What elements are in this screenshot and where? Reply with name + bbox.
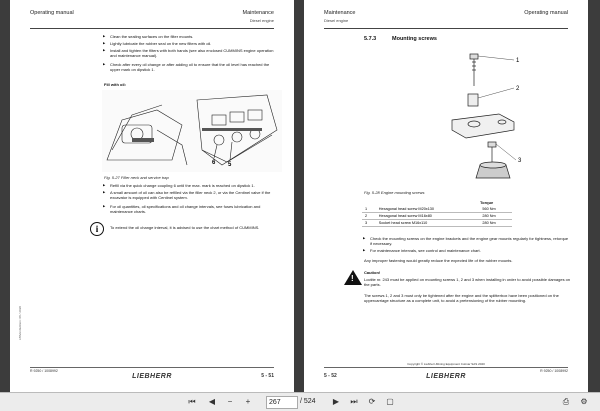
left-page <box>10 0 294 392</box>
section-title: Mounting screws <box>392 36 437 42</box>
settings-icon[interactable]: ⚙ <box>580 397 588 406</box>
next-page-icon[interactable]: ▶ <box>332 397 340 406</box>
info-text: To extend the oil change interval, it is advised to use the chart method of CUMMINS. <box>110 225 260 230</box>
info-icon: i <box>90 222 104 236</box>
row-torque: 560 Nm <box>479 206 512 213</box>
viewer-toolbar <box>0 392 600 411</box>
left-bullet-7: ▶ For oil quantities, oil specifications and oil change intervals, see fuses lubrication and maintenance charts. <box>110 204 278 214</box>
table-row <box>362 220 512 227</box>
left-header-title: Operating manual <box>30 10 74 16</box>
left-bullet-2: ▶ Lightly lubricate the rubber seal on the new filters with oil. <box>110 41 278 46</box>
row-description: Socket head screw M16x110 <box>376 220 480 227</box>
left-bullet-1: ▶ Clean the sealing surfaces on the filter mounts. <box>110 34 278 39</box>
page-number-input[interactable]: 267 <box>266 396 298 409</box>
left-footer <box>30 367 274 384</box>
torque-table <box>362 206 512 227</box>
page-total: / 524 <box>300 398 316 405</box>
table-row <box>362 213 512 220</box>
left-doc-number: R 9250 / 1008992 <box>30 369 58 373</box>
previous-page-icon[interactable]: ◀ <box>208 397 216 406</box>
right-bullet-2: ▶ For maintenance intervals, see control and maintenance chart. <box>370 248 570 253</box>
right-header <box>324 10 568 29</box>
caution-text-1: Loctite nr. 243 must be applied on mounting screws 1, 2 and 3 when installing in order to avoid possible damages on the parts. <box>364 277 571 287</box>
zoom-out-icon[interactable]: − <box>227 397 233 406</box>
fig-label-2: 2 <box>516 86 520 92</box>
fill-label: Fill with oil: <box>104 82 126 87</box>
fig-label-6: 6 <box>212 160 216 166</box>
section-number: 5.7.3 <box>364 36 377 42</box>
right-header-title: Operating manual <box>524 10 568 16</box>
first-page-icon[interactable]: ⏮ <box>188 397 196 406</box>
caution-text-2: The screws 1, 2 and 3 must only be tightened after the engine and the splitterbox have been positioned on the uppercarriage structure as a complete unit, to avoid a pretensioning of the rubber mounting. <box>364 293 559 303</box>
caution-title: Caution! <box>364 270 381 275</box>
right-header-section: Maintenance <box>324 10 356 16</box>
right-fig-caption: Fig. 5-28 Engine mounting screws <box>364 190 425 195</box>
fig-label-1: 1 <box>516 58 520 64</box>
liebherr-logo-left: LIEBHERR <box>132 373 172 380</box>
left-bullet-6: ▶ A small amount of oil can also be refilled via the filler neck 2, or via the Centinel valve if the excavator is equipped with Centinel system. <box>110 190 278 200</box>
fig-label-3: 3 <box>518 158 522 164</box>
row-description: Hexagonal head screw M16x80 <box>376 213 480 220</box>
liebherr-logo-right: LIEBHERR <box>426 373 466 380</box>
left-bullet-5: ▶ Refill via the quick change coupling 6 until the max. mark is reached on dipstick 1. <box>110 183 278 188</box>
row-torque: 280 Nm <box>479 213 512 220</box>
left-fig-caption: Fig. 5-27 Filler neck and service trap <box>104 175 169 180</box>
row-torque: 280 Nm <box>479 220 512 227</box>
right-page-number: 5 - 52 <box>324 373 337 379</box>
left-header <box>30 10 274 29</box>
torque-header: Torque <box>480 200 494 205</box>
right-page <box>304 0 588 392</box>
left-bullet-4: ▶ Check after every oil change or after adding oil to ensure that the oil level has reached the upper mark on dipstick 1. <box>110 62 278 72</box>
filler-neck-figure <box>102 90 282 172</box>
fig-label-5: 5 <box>228 162 232 168</box>
right-header-sub: Diesel engine <box>324 18 349 23</box>
fit-page-icon[interactable]: ▢ <box>386 397 394 406</box>
copyright: Copyright © Liebherr-Mining Equipment Colmar SAS 2020 <box>407 362 485 366</box>
left-bullet-3: ▶ Install and tighten the filters with both hands (see also enclosed CUMMINS engine operation and maintenance manual). <box>110 48 278 58</box>
last-page-icon[interactable]: ⏭ <box>350 397 358 406</box>
left-side-edition: LBS/en/Edition: 08 / 2020 <box>18 305 22 340</box>
zoom-in-icon[interactable]: + <box>245 397 251 406</box>
right-bullet-1: ▶ Check the mounting screws on the engine brackets and the engine gear mounts regularly for tightness, retorque if necessary. <box>370 236 570 246</box>
row-number: 2 <box>362 213 376 220</box>
right-footer <box>324 362 568 384</box>
warning-icon: ! <box>344 270 362 285</box>
left-header-section: Maintenance <box>242 10 274 16</box>
left-header-sub: Diesel engine <box>249 18 274 23</box>
row-number: 3 <box>362 220 376 227</box>
left-page-number: 5 - 51 <box>261 373 274 379</box>
row-description: Hexagonal head screw M20x130 <box>376 206 480 213</box>
improper-fastening-note: Any improper fastening would greatly reduce the expected life of the rubber mounts. <box>364 258 513 263</box>
mounting-screws-figure <box>444 50 534 185</box>
rotate-icon[interactable]: ⟳ <box>368 397 376 406</box>
right-doc-number: R 9250 / 1008992 <box>540 369 568 373</box>
row-number: 1 <box>362 206 376 213</box>
print-icon[interactable]: ⎙ <box>562 397 570 406</box>
